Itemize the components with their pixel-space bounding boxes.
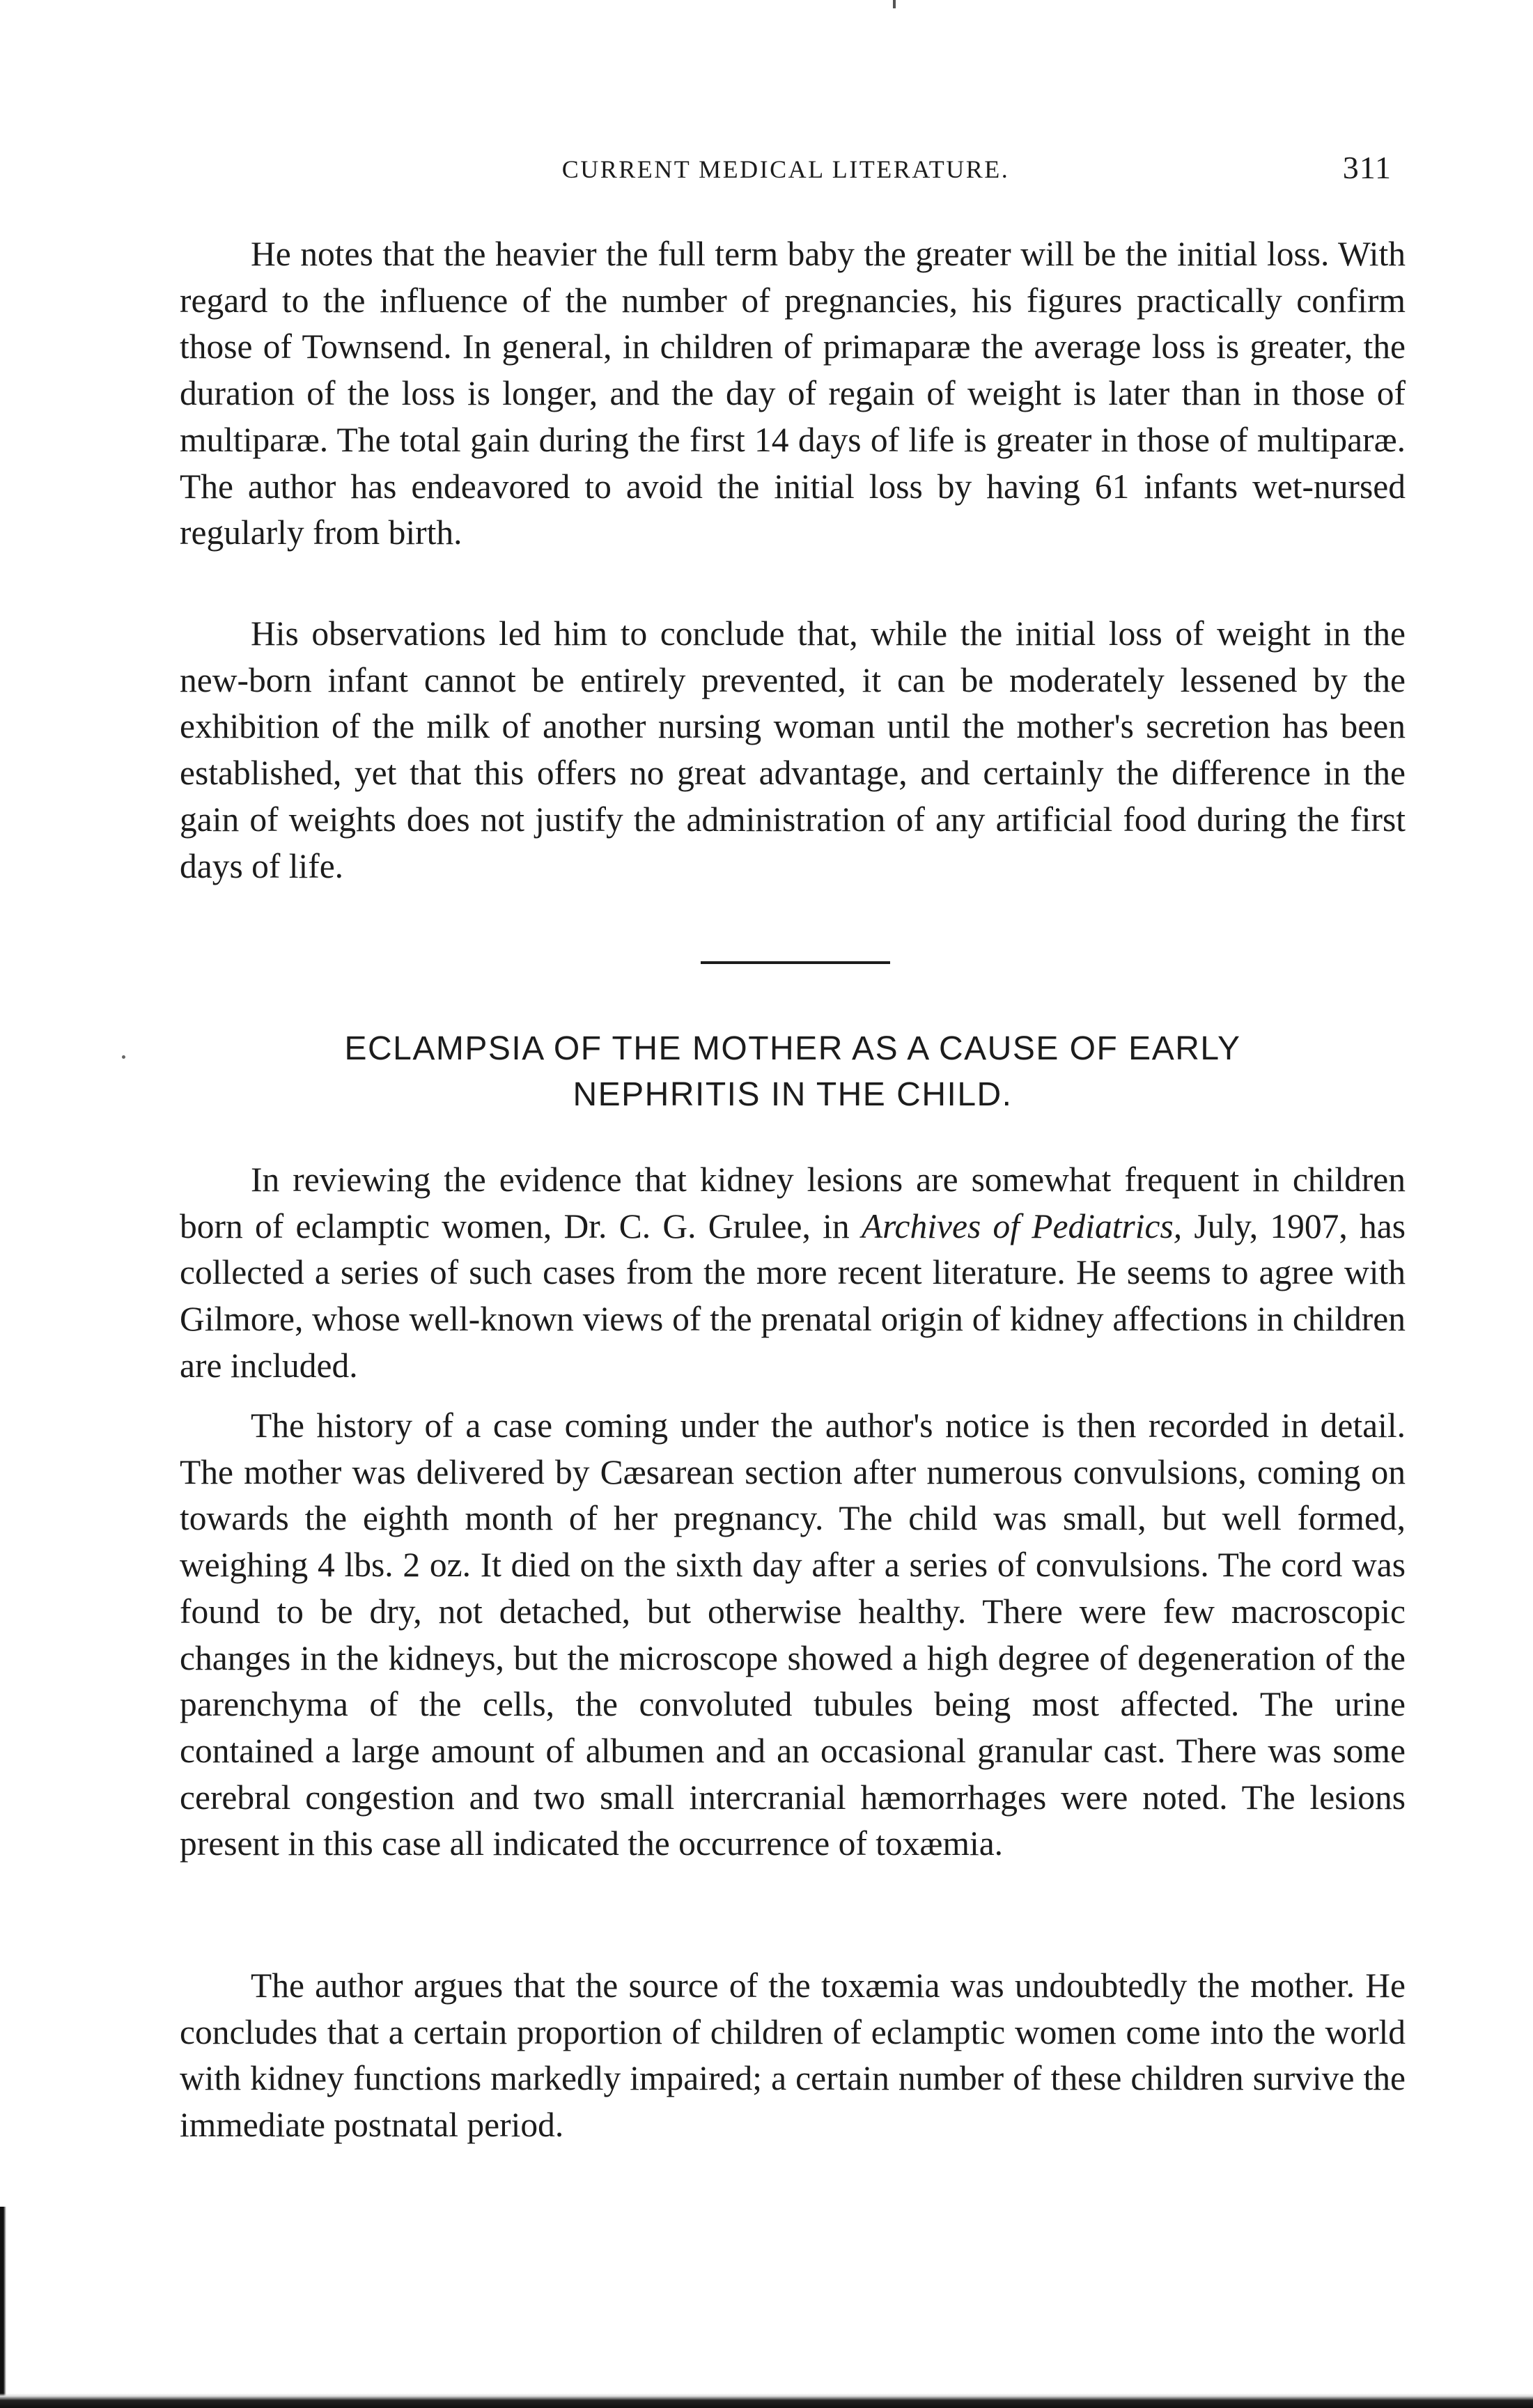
body-text-block bbox=[180, 1403, 1406, 1867]
paragraph-text: July, 1907, has collected a series of such cases from the more recent literature. He seems to agree with Gilmore, whose well-known views of the prenatal origin of kidney affections in children are included. bbox=[180, 1206, 1406, 1385]
scan-mark bbox=[893, 0, 896, 8]
body-text-block bbox=[180, 231, 1406, 557]
body-text-block bbox=[180, 1157, 1406, 1390]
paragraph-evidence-review bbox=[180, 1157, 1406, 1390]
heading-line-1: ECLAMPSIA OF THE MOTHER AS A CAUSE OF EARLY bbox=[344, 1030, 1241, 1067]
paragraph-observations-conclusion: His observations led him to conclude that, while the initial loss of weight in the new-born infant cannot be entirely prevented, it can be moderately lessened by the exhibition of the milk of another nursing woman until the mother's secretion has been established, yet that this offers no great advantage, and certainly the difference in the gain of weights does not justify the administration of any artificial food during the first days of life. bbox=[180, 614, 1406, 885]
running-title: CURRENT MEDICAL LITERATURE. bbox=[561, 155, 1010, 183]
scan-speck bbox=[122, 1055, 125, 1059]
page-bottom-edge bbox=[0, 2393, 1533, 2408]
section-heading bbox=[180, 1026, 1406, 1118]
page-binding-edge bbox=[0, 2207, 10, 2408]
page-number: 311 bbox=[1342, 150, 1392, 185]
paragraph-author-argument: The author argues that the source of the toxæmia was undoubtedly the mother. He concludes that a certain proportion of children of eclamptic women come into the world with kidney functions markedly impaired; a certain number of these children survive the immediate postnatal period. bbox=[180, 1966, 1406, 2145]
paragraph-case-history: The history of a case coming under the author's notice is then recorded in detail. The mother was delivered by Cæsarean section after numerous convulsions, coming on towards the eighth month of her pregnancy. The child was small, but well formed, weighing 4 lbs. 2 oz. It died on the sixth day after a series of convulsions. The cord was found to be dry, not detached, but otherwise healthy. There were few macroscopic changes in the kidneys, but the microscope showed a high degree of degeneration of the parenchyma of the cells, the convoluted tubules being most affected. The urine contained a large amount of albumen and an occasional granular cast. There was some cerebral congestion and two small intercranial hæmorrhages were noted. The lesions present in this case all indicated the occurrence of toxæmia. bbox=[180, 1406, 1406, 1863]
section-divider bbox=[701, 961, 890, 964]
running-head bbox=[180, 149, 1392, 191]
paragraph-birth-weight-loss: He notes that the heavier the full term baby the greater will be the initial loss. With regard to the influence of the number of pregnancies, his figures practically confirm those of Townsend. In general, in children of primaparæ the average loss is greater, the duration of the loss is longer, and the day of regain of weight is later than in those of multiparæ. The total gain during the first 14 days of life is greater in those of multiparæ. The author has endeavored to avoid the initial loss by having 61 infants wet-nursed regularly from birth. bbox=[180, 235, 1406, 552]
heading-line-2: NEPHRITIS IN THE CHILD. bbox=[573, 1076, 1013, 1113]
body-text-block bbox=[180, 1963, 1406, 2149]
body-text-block bbox=[180, 611, 1406, 890]
paragraph-text: In reviewing the evidence that kidney lesions are somewhat frequent in children born of eclamptic women, Dr. C. G. Grulee, in bbox=[180, 1160, 1406, 1245]
journal-title: Archives of Pediatrics, bbox=[861, 1206, 1183, 1245]
